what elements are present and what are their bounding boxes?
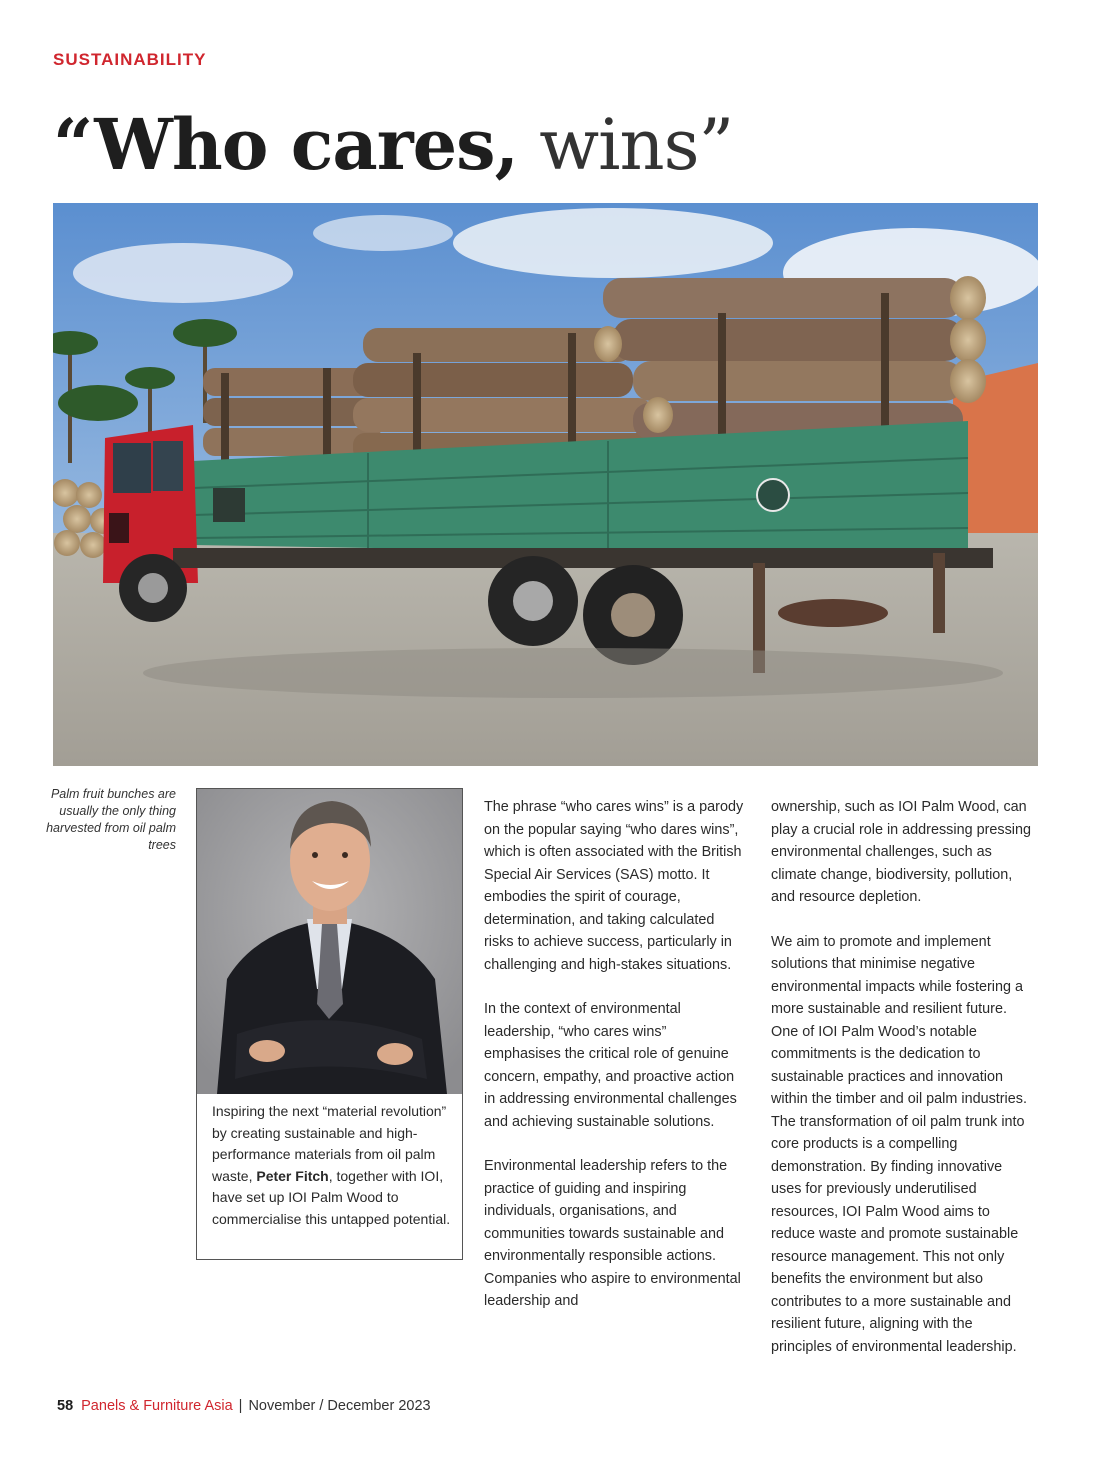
footer-separator: | [238,1398,243,1414]
paragraph: Environmental leadership refers to the practice of guiding and inspiring individuals, organisations, and communities towards sustainable and environmentally responsible actions. Companies who aspire to environmental leadership and [484,1158,741,1309]
profile-caption [212,1101,452,1230]
section-label: SUSTAINABILITY [53,50,207,69]
magazine-name: Panels & Furniture Asia [81,1398,233,1414]
page-number: 58 [57,1398,74,1414]
paragraph: ownership, such as IOI Palm Wood, can play a crucial role in addressing pressing environmental challenges, such as climate change, biodiversity, pollution, and resource depletion. [771,799,1031,905]
paragraph: The phrase “who cares wins” is a parody on the popular saying “who dares wins”, which is often associated with the British Special Air Services (SAS) motto. It embodies the spirit of courage, determination, and taking calculated risks to achieve success, particularly in challenging and high-stakes situations. [484,799,744,973]
photo-caption: Palm fruit bunches are usually the only thing harvested from oil palm trees [46,787,176,852]
issue-date: November / December 2023 [248,1398,431,1414]
profile-name: Peter Fitch [256,1167,329,1184]
profile-caption-before: Inspiring the next “material revolution” by creating sustainable and high-performance materials from oil palm waste, [212,1103,447,1184]
paragraph: In the context of environmental leadership, “who cares wins” emphasises the critical role of genuine concern, empathy, and proactive action in addressing environmental challenges and achieving sustainable solutions. [484,1001,737,1130]
portrait-illustration [197,789,462,1094]
headline-light: wins” [517,104,734,186]
hero-image [53,203,1038,766]
headline [53,100,733,190]
profile-caption-after: , together with IOI, have set up IOI Palm Wood to commercialise this untapped potential. [212,1167,451,1227]
page-footer [57,1398,431,1414]
paragraph: We aim to promote and implement solutions that minimise negative environmental impacts while fostering a more sustainable and resilient future. One of IOI Palm Wood’s notable commitments is the dedication to sustainable practices and innovation within the timber and oil palm industries. The transformation of oil palm trunk into core products is a compelling demonstration. By finding innovative uses for previously underutilised resources, IOI Palm Wood aims to reduce waste and promote sustainable resource management. This not only benefits the environment but also contributes to a more sustainable and resilient future, aligning with the principles of environmental leadership. [771,933,1027,1355]
body-column-2 [771,796,1033,1380]
portrait-photo [197,789,462,1094]
headline-bold: “Who cares, [53,103,518,186]
body-column-1 [484,796,746,1335]
hero-illustration [53,203,1038,766]
profile-box [196,788,463,1260]
